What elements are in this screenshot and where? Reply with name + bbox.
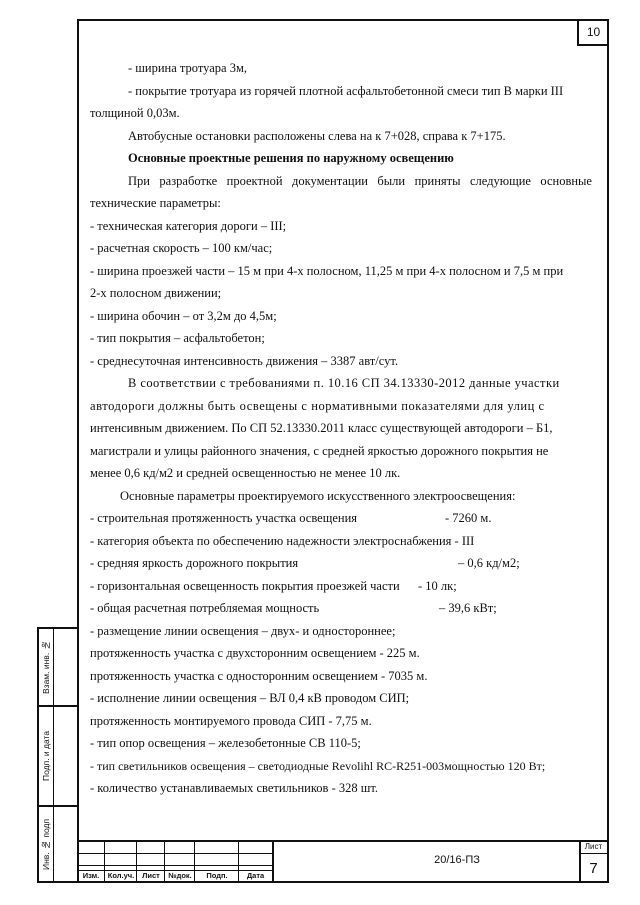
text-line: интенсивным движением. По СП 52.13330.2011 класс существующей автодороги – Б1, [90, 421, 553, 435]
stamp-header: Подп. [206, 871, 228, 880]
side-stamp [37, 627, 77, 883]
text-line: автодороги должны быть освещены с нормативными показателями для улиц с [90, 399, 545, 413]
text-line: - тип покрытия – асфальтобетон; [90, 331, 265, 345]
word: приняты [414, 174, 461, 188]
text-line: - общая расчетная потребляемая мощность [90, 601, 320, 615]
text-line: - категория объекта по обеспечению надежности электроснабжения - III [90, 534, 475, 548]
sheet-number: 7 [589, 860, 598, 877]
sheet-label: Лист [580, 842, 607, 854]
stamp-header: Лист [142, 871, 160, 880]
word: документации [291, 174, 368, 188]
text-line: 2-х полосном движении; [90, 286, 222, 300]
text-line: протяженность монтируемого провода СИП - 7,75 м. [90, 714, 372, 728]
side-label-signature-date: Подп. и дата [41, 730, 51, 782]
text-line: - средняя яркость дорожного покрытия [90, 556, 299, 570]
text-line: магистрали и улицы районного значения, с средней яркостью дорожного покрытия не [90, 444, 549, 458]
text-line: - ширина обочин – от 3,2м до 4,5м; [90, 309, 277, 323]
stamp-header: Кол.уч. [107, 871, 135, 880]
text-value: – 39,6 кВт; [439, 601, 497, 615]
word: проектной [226, 174, 283, 188]
title-block [77, 840, 609, 883]
text-value: - 10 лк; [418, 579, 457, 593]
page-number-box: 10 [577, 20, 608, 46]
text-line: менее 0,6 кд/м2 и средней освещенностью не менее 10 лк. [90, 466, 401, 480]
word: были [377, 174, 406, 188]
text-line: протяженность участка с двухсторонним освещением - 225 м. [90, 646, 420, 660]
word: При [128, 174, 150, 188]
text-line: Автобусные остановки расположены слева на к 7+028, справа к 7+175. [128, 129, 506, 143]
stamp-divider [272, 842, 274, 883]
word: основные [540, 174, 592, 188]
stamp-header: Дата [246, 871, 265, 880]
text-line: - строительная протяженность участка освещения [90, 511, 358, 525]
text-line [128, 173, 592, 189]
text-line: - количество устанавливаемых светильников - 328 шт. [90, 781, 379, 795]
text-line: - техническая категория дороги – III; [90, 219, 287, 233]
stamp-header: Изм. [82, 871, 100, 880]
text-line: - покрытие тротуара из горячей плотной асфальтобетонной смеси тип В марки III [128, 84, 564, 98]
text-line: - среднесуточная интенсивность движения – 3387 авт/сут. [90, 354, 399, 368]
side-label-replaced-inv: Взам. инв. № [41, 640, 51, 694]
text-line: - размещение линии освещения – двух- и одностороннее; [90, 624, 396, 638]
word: разработке [159, 174, 218, 188]
text-line: Основные параметры проектируемого искусственного электроосвещения: [120, 489, 516, 503]
text-line: - ширина тротуара 3м, [128, 61, 247, 75]
text-line: толщиной 0,03м. [90, 106, 180, 120]
text-line: - горизонтальная освещенность покрытия проезжей части [90, 579, 400, 593]
text-value: - 7260 м. [445, 511, 492, 525]
section-heading: Основные проектные решения по наружному освещению [128, 151, 454, 165]
side-stamp-line [53, 629, 54, 881]
text-line: - тип опор освещения – железобетонные СВ 110-5; [90, 736, 361, 750]
text-line: В соответствии с требованиями п. 10.16 СП 34.13330-2012 данные участки [128, 376, 560, 390]
text-line: - расчетная скорость – 100 км/час; [90, 241, 273, 255]
word: следующие [469, 174, 531, 188]
text-line: протяженность участка с односторонним освещением - 7035 м. [90, 669, 428, 683]
document-number: 20/16-ПЗ [434, 854, 480, 866]
stamp-header: №док. [168, 871, 192, 880]
text-line: технические параметры: [90, 196, 221, 210]
text-line: - ширина проезжей части – 15 м при 4-х полосном, 11,25 м при 4-х полосном и 7,5 м при [90, 264, 564, 278]
text-line: - тип светильников освещения – светодиодные Revolihl RC-R251-003мощностью 120 Вт; [90, 759, 546, 773]
text-line: - исполнение линии освещения – ВЛ 0,4 кВ проводом СИП; [90, 691, 410, 705]
text-value: – 0,6 кд/м2; [458, 556, 520, 570]
side-label-inv-no: Инв. № подп [41, 818, 51, 870]
